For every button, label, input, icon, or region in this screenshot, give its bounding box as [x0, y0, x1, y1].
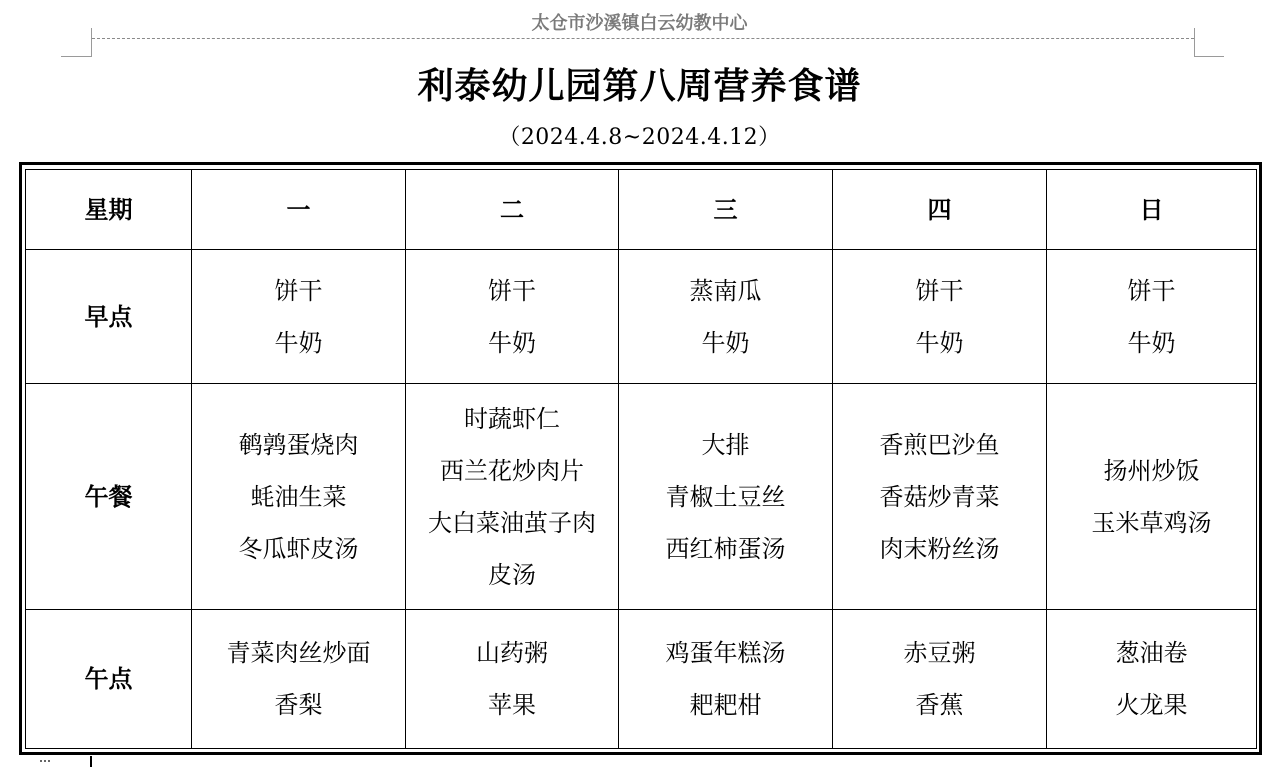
menu-cell — [619, 250, 833, 384]
date-range: （2024.4.8~2024.4.12） — [498, 125, 781, 150]
menu-cell — [406, 384, 619, 610]
meal-label-cell: 早点 — [26, 250, 192, 384]
menu-item: 青菜肉丝炒面 — [226, 639, 371, 667]
crop-mark-top-left-v — [91, 28, 92, 57]
menu-item: 耙耙柑 — [689, 691, 762, 719]
menu-cell — [192, 384, 406, 610]
menu-cell — [619, 610, 833, 749]
menu-item: 火龙果 — [1115, 691, 1188, 719]
meal-label-cell: 午餐 — [26, 384, 192, 610]
menu-item: 香菇炒青菜 — [879, 482, 1000, 511]
menu-cell — [192, 250, 406, 384]
menu-item: 牛奶 — [1127, 328, 1176, 357]
day-header-cell: 三 — [619, 170, 833, 250]
document-title: 利泰幼儿园第八周营养食谱 — [417, 65, 862, 107]
menu-cell — [833, 250, 1047, 384]
menu-item: 牛奶 — [274, 328, 323, 357]
menu-cell — [1047, 250, 1257, 384]
meal-row-breakfast-snack — [26, 250, 1257, 384]
menu-item: 饼干 — [1127, 276, 1176, 305]
menu-item: 西红柿蛋汤 — [665, 534, 786, 563]
menu-item: 香蕉 — [915, 691, 964, 719]
text-cursor — [90, 756, 92, 767]
menu-cell — [406, 610, 619, 749]
day-header-cell: 四 — [833, 170, 1047, 250]
menu-item: 赤豆粥 — [903, 639, 976, 667]
menu-item: 大白菜油茧子肉 — [428, 508, 596, 537]
menu-item: 鹌鹑蛋烧肉 — [238, 430, 359, 459]
header-divider — [92, 38, 1194, 39]
crop-mark-top-left-h — [61, 56, 91, 57]
day-header-row — [26, 170, 1257, 250]
menu-item: 饼干 — [488, 276, 536, 305]
menu-item: 饼干 — [915, 276, 964, 305]
menu-cell — [192, 610, 406, 749]
menu-item: 蒸南瓜 — [689, 276, 762, 305]
meal-row-afternoon-snack — [26, 610, 1257, 749]
menu-item: 时蔬虾仁 — [464, 404, 560, 433]
page-header-text: 太仓市沙溪镇白云幼教中心 — [531, 13, 748, 34]
menu-item: 牛奶 — [915, 328, 964, 357]
menu-item: 扬州炒饭 — [1103, 456, 1200, 485]
menu-cell — [406, 250, 619, 384]
corner-label-cell: 星期 — [26, 170, 192, 250]
day-header-cell: 一 — [192, 170, 406, 250]
menu-item: 青椒土豆丝 — [665, 482, 786, 511]
menu-item: 西兰花炒肉片 — [440, 456, 584, 485]
menu-item: 牛奶 — [488, 328, 536, 357]
menu-item: 苹果 — [488, 691, 536, 719]
menu-item: 饼干 — [274, 276, 323, 305]
menu-item: 肉末粉丝汤 — [879, 534, 1000, 563]
menu-item: 牛奶 — [701, 328, 750, 357]
menu-item: 香梨 — [274, 691, 323, 719]
paragraph-mark — [40, 760, 50, 766]
menu-item: 大排 — [701, 430, 750, 459]
menu-cell — [619, 384, 833, 610]
crop-mark-top-right-v — [1194, 28, 1195, 57]
menu-item: 冬瓜虾皮汤 — [238, 534, 359, 563]
menu-item: 山药粥 — [476, 639, 548, 667]
menu-item: 香煎巴沙鱼 — [879, 430, 1000, 459]
meal-label-cell: 午点 — [26, 610, 192, 749]
day-header-cell: 二 — [406, 170, 619, 250]
menu-cell — [833, 610, 1047, 749]
menu-table — [25, 169, 1257, 749]
menu-cell — [833, 384, 1047, 610]
meal-row-lunch — [26, 384, 1257, 610]
day-header-cell: 日 — [1047, 170, 1257, 250]
menu-item: 蚝油生菜 — [250, 482, 347, 511]
menu-item: 皮汤 — [488, 560, 536, 589]
menu-cell — [1047, 610, 1257, 749]
menu-item: 鸡蛋年糕汤 — [665, 639, 786, 667]
menu-cell — [1047, 384, 1257, 610]
crop-mark-top-right-h — [1194, 56, 1224, 57]
menu-item: 玉米草鸡汤 — [1091, 508, 1212, 537]
menu-item: 葱油卷 — [1115, 639, 1188, 667]
